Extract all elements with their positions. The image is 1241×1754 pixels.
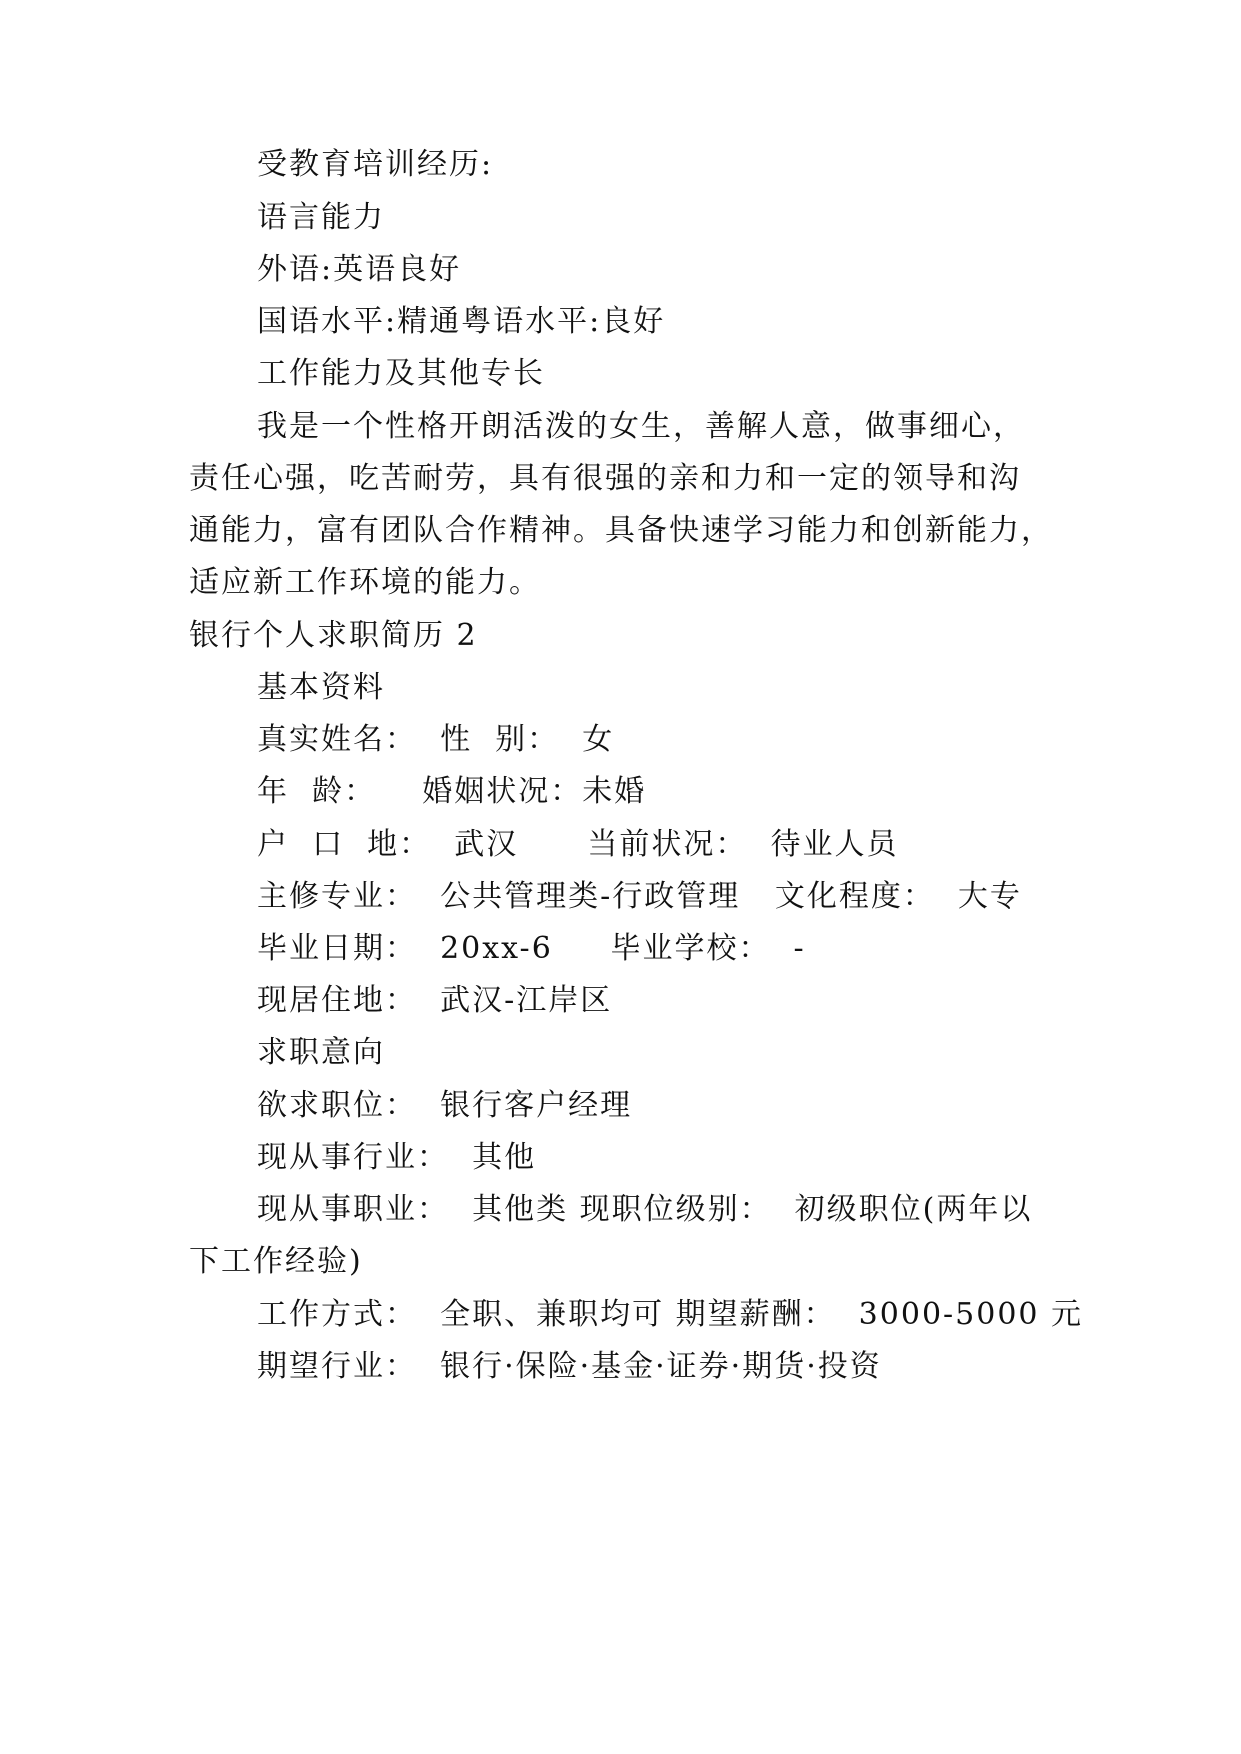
- language-heading: 语言能力: [257, 200, 385, 235]
- current-industry-line: 现从事行业： 其他: [257, 1140, 537, 1175]
- major-education-line: 主修专业： 公共管理类-行政管理 文化程度： 大专: [257, 879, 1022, 914]
- self-description-line: 通能力，富有团队合作精神。具备快速学习能力和创新能力，: [189, 513, 1053, 548]
- desired-position-line: 欲求职位： 银行客户经理: [257, 1088, 633, 1123]
- graduation-line: 毕业日期： 20xx-6 毕业学校： -: [257, 931, 806, 966]
- age-marital-line: 年 龄： 婚姻状况：未婚: [257, 774, 647, 809]
- self-description-line: 适应新工作环境的能力。: [189, 565, 541, 600]
- current-occupation-line: 现从事职业： 其他类 现职位级别： 初级职位(两年以: [257, 1192, 1033, 1227]
- basic-info-heading: 基本资料: [257, 670, 385, 705]
- foreign-language-line: 外语:英语良好: [257, 252, 462, 287]
- resume-title: 银行个人求职简历 2: [189, 618, 478, 653]
- self-description-line: 我是一个性格开朗活泼的女生，善解人意，做事细心，: [257, 409, 1025, 444]
- education-heading: 受教育培训经历:: [257, 147, 494, 182]
- self-description-line: 责任心强，吃苦耐劳，具有很强的亲和力和一定的领导和沟: [189, 461, 1021, 496]
- hukou-status-line: 户 口 地： 武汉 当前状况： 待业人员: [257, 827, 899, 862]
- name-gender-line: 真实姓名： 性 别： 女: [257, 722, 615, 757]
- work-mode-salary-line: 工作方式： 全职、兼职均可 期望薪酬： 3000-5000 元: [257, 1297, 1084, 1332]
- residence-line: 现居住地： 武汉-江岸区: [257, 983, 613, 1018]
- dialect-level-line: 国语水平:精通粤语水平:良好: [257, 304, 666, 339]
- current-occupation-line-continued: 下工作经验): [189, 1244, 363, 1279]
- desired-industry-line: 期望行业： 银行·保险·基金·证券·期货·投资: [257, 1349, 882, 1384]
- skills-heading: 工作能力及其他专长: [257, 356, 545, 391]
- job-intention-heading: 求职意向: [257, 1035, 385, 1070]
